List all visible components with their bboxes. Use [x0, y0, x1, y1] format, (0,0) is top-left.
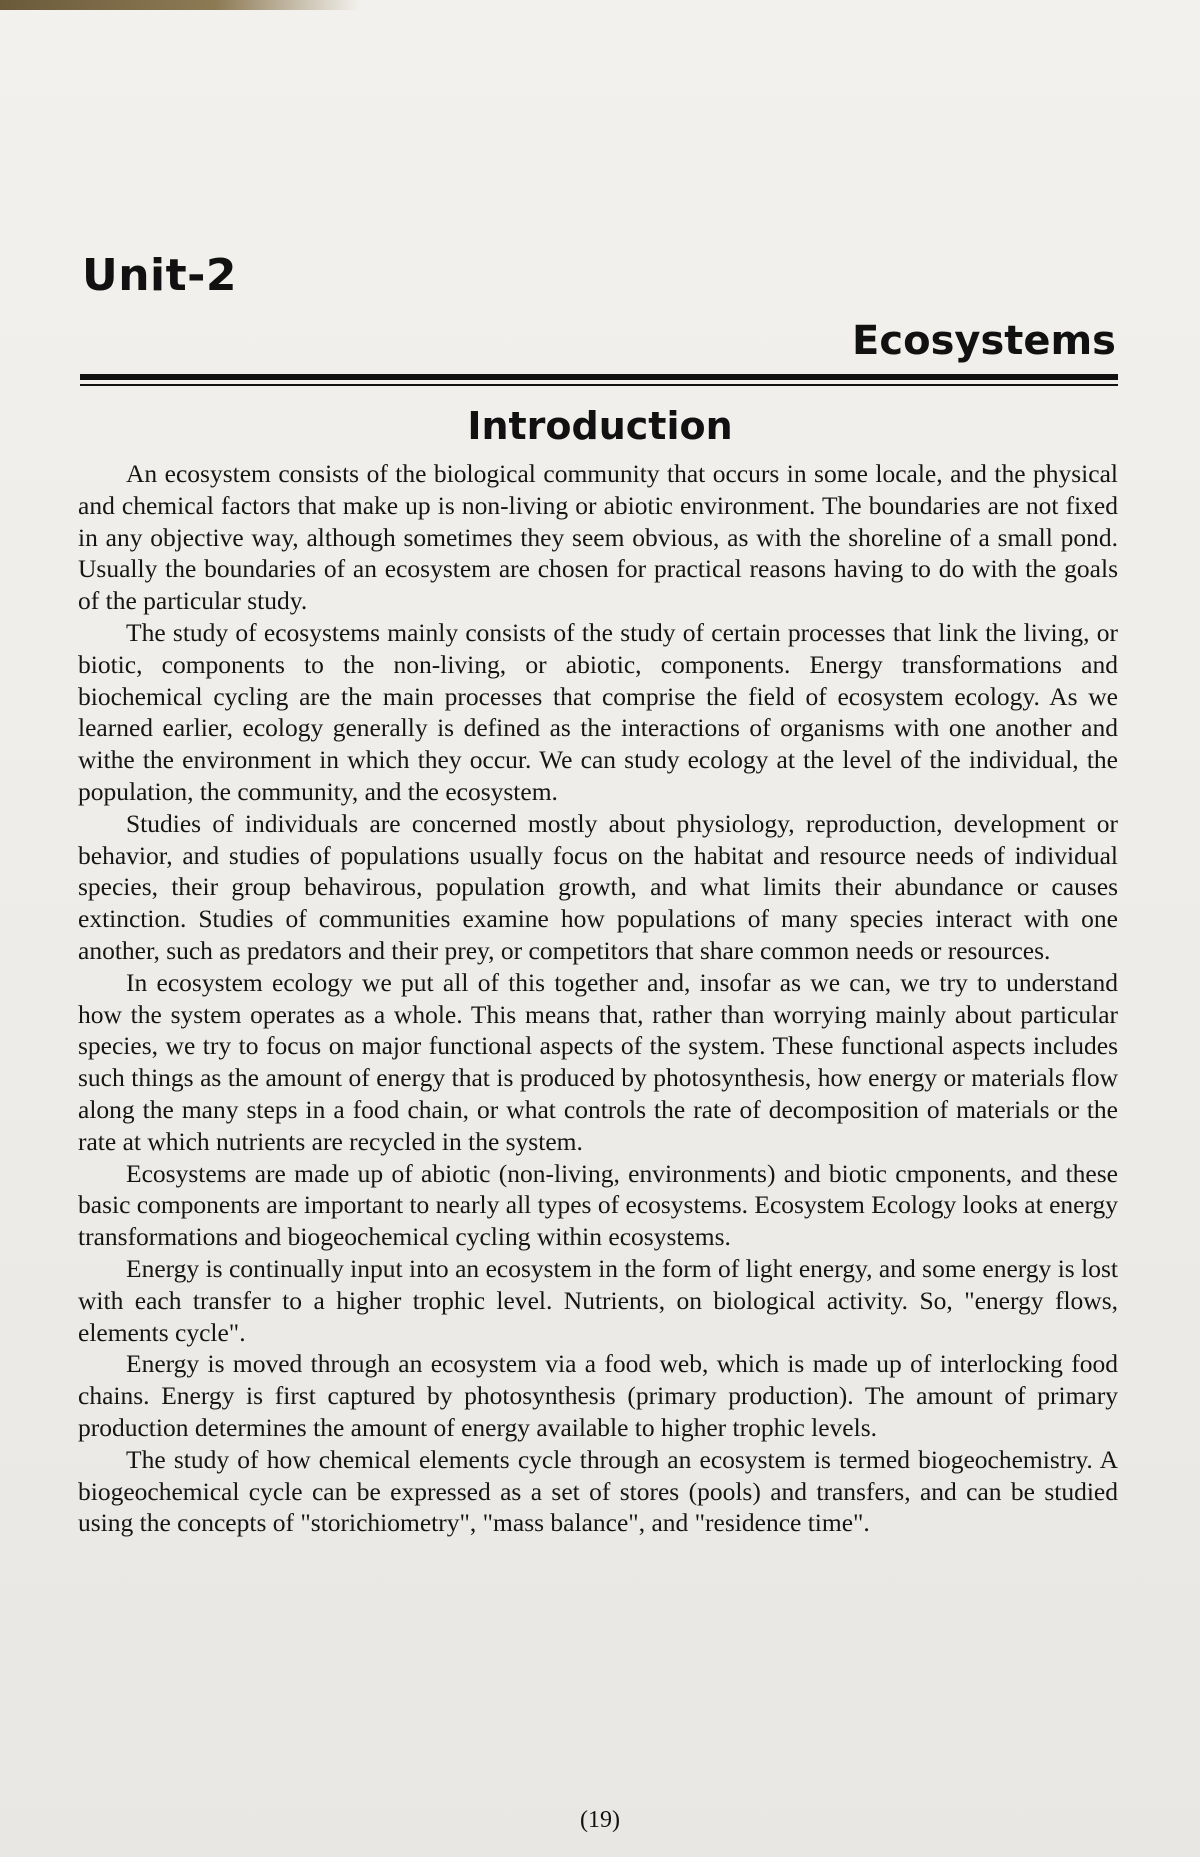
paragraph-6: Energy is continually input into an ecosystem in the form of light energy, and some energy is lost with each transfer to a higher trophic level. Nutrients, on biological activity. So, "energy flows, elements cycle".	[78, 1253, 1118, 1347]
paragraph-4: In ecosystem ecology we put all of this together and, insofar as we can, we try to understand how the system operates as a whole. This means that, rather than worrying mainly about particular species, we try to focus on major functional aspects of the system. These functional aspects includes such things as the amount of energy that is produced by photosynthesis, how energy or materials flow along the many steps in a food chain, or what controls the rate of decomposition of materials or the rate at which nutrients are recycled in the system.	[78, 967, 1118, 1156]
title-rule-thick	[80, 374, 1118, 380]
section-heading: Introduction	[467, 404, 733, 448]
body-text	[78, 458, 1118, 1539]
chapter-title: Ecosystems	[852, 318, 1116, 364]
title-rule-thin	[80, 384, 1118, 386]
paragraph-2: The study of ecosystems mainly consists of the study of certain processes that link the living, or biotic, components to the non-living, or abiotic, components. Energy transformations and biochemical cycling are the main processes that comprise the field of ecosystem ecology. As we learned earlier, ecology generally is defined as the interactions of organisms with one another and withe the environment in which they occur. We can study ecology at the level of the individual, the population, the community, and the ecosystem.	[78, 617, 1118, 806]
unit-label: Unit-2	[82, 250, 238, 301]
paragraph-1: An ecosystem consists of the biological community that occurs in some locale, and the physical and chemical factors that make up is non-living or abiotic environment. The boundaries are not fixed in any objective way, although sometimes they seem obvious, as with the shoreline of a small pond. Usually the boundaries of an ecosystem are chosen for practical reasons having to do with the goals of the particular study.	[78, 459, 1118, 616]
page-edge-shadow	[0, 0, 360, 10]
paragraph-3: Studies of individuals are concerned mostly about physiology, reproduction, development or behavior, and studies of populations usually focus on the habitat and resource needs of individual species, their group behavirous, population growth, and what limits their abundance or causes extinction. Studies of communities examine how populations of many species interact with one another, such as predators and their prey, or competitors that share common needs or resources.	[78, 808, 1118, 965]
paragraph-7: Energy is moved through an ecosystem via a food web, which is made up of interlocking food chains. Energy is first captured by photosynthesis (primary production). The amount of primary production determines the amount of energy available to higher trophic levels.	[78, 1349, 1118, 1442]
paragraph-8: The study of how chemical elements cycle through an ecosystem is termed biogeochemistry. A biogeochemical cycle can be expressed as a set of stores (pools) and transfers, and can be studied using the concepts of "storichiometry", "mass balance", and "residence time".	[78, 1444, 1118, 1538]
page-number: (19)	[580, 1807, 620, 1833]
paragraph-5: Ecosystems are made up of abiotic (non-living, environments) and biotic cmponents, and these basic components are important to nearly all types of ecosystems. Ecosystem Ecology looks at energy transformations and biogeochemical cycling within ecosystems.	[78, 1158, 1118, 1252]
